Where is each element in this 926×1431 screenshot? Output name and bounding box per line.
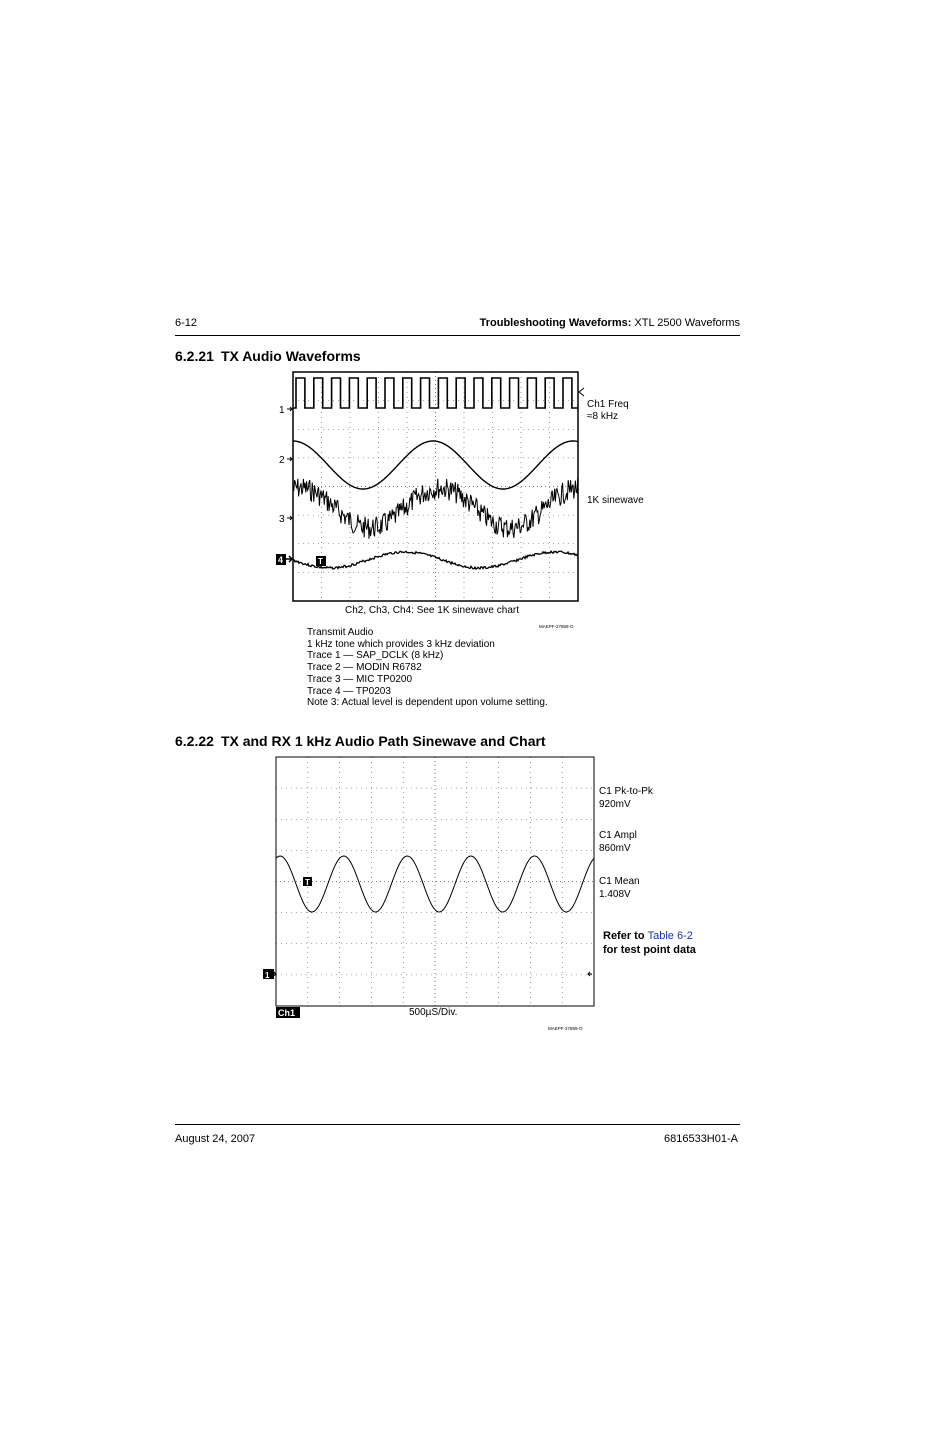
sinewave-trace [276, 856, 594, 912]
note-line: 1 kHz tone which provides 3 kHz deviation [307, 638, 495, 650]
refer-note [603, 929, 696, 957]
scope2-grid [276, 757, 594, 1006]
note-line: Trace 2 — MODIN R6782 [307, 662, 422, 674]
section-heading-6-2-21 [175, 348, 368, 364]
c1-pk-to-pk-value: 920mV [599, 799, 631, 810]
channel-marker-2: 2 [279, 455, 285, 466]
audio-path-scope-figure [258, 754, 603, 1022]
footer-doc-number: 6816533H01-A [663, 1133, 738, 1145]
timebase-label: 500µS/Div. [409, 1007, 458, 1018]
note-line: Transmit Audio [307, 627, 374, 638]
channel-3-arrow-icon [287, 516, 292, 520]
footer-date: August 24, 2007 [175, 1133, 256, 1145]
channel-marker-3: 3 [279, 514, 285, 525]
channel-4-arrow-icon [286, 556, 292, 562]
refer-prefix: Refer to [603, 930, 648, 942]
figure1-caption: Ch2, Ch3, Ch4: See 1K sinewave chart [345, 605, 519, 616]
note-line: Trace 1 — SAP_DCLK (8 kHz) [307, 650, 444, 662]
c1-ampl-value: 860mV [599, 843, 631, 854]
figure2-id: MAEPF-27869-O [548, 1026, 583, 1031]
channel-1-arrow-icon [287, 407, 292, 411]
ch1-label: Ch1 [278, 1008, 296, 1018]
figure1-notes [307, 627, 548, 709]
c1-mean-label: C1 Mean [599, 876, 640, 887]
refer-suffix: for test point data [603, 944, 696, 956]
right-edge-marker-icon [588, 972, 592, 976]
section-number: 6.2.21 [175, 348, 214, 364]
channel-marker-1: 1 [265, 971, 270, 980]
section-title: TX Audio Waveforms [220, 348, 361, 364]
ch1-freq-label: Ch1 Freq [587, 399, 629, 410]
c1-ampl-label: C1 Ampl [599, 830, 637, 841]
ch1-freq-value: ≈8 kHz [587, 411, 619, 422]
running-header [480, 317, 740, 329]
right-edge-marker-icon [579, 388, 584, 396]
table-6-2-link[interactable]: Table 6-2 [647, 930, 693, 942]
channel-marker-1: 1 [279, 405, 285, 416]
section-heading-6-2-22 [175, 733, 553, 749]
footer-rule [175, 1124, 740, 1125]
running-header-rest: XTL 2500 Waveforms [631, 317, 740, 329]
channel-2-arrow-icon [287, 457, 292, 461]
sinewave-label: 1K sinewave [587, 495, 644, 506]
note-line: Note 3: Actual level is dependent upon volume setting. [307, 697, 548, 709]
note-line: Trace 4 — TP0203 [307, 685, 391, 697]
page-number: 6-12 [175, 317, 198, 329]
section-title: TX and RX 1 kHz Audio Path Sinewave and Chart [220, 733, 546, 749]
trigger-marker: T [305, 878, 310, 887]
running-header-bold: Troubleshooting Waveforms: [479, 317, 632, 329]
c1-pk-to-pk-label: C1 Pk-to-Pk [599, 786, 653, 797]
note-line: Trace 3 — MIC TP0200 [307, 673, 413, 685]
c1-mean-value: 1.408V [599, 889, 631, 900]
figure1-id: MAEPF-27868-O [539, 624, 574, 629]
header-rule [175, 335, 740, 336]
channel-marker-4: 4 [278, 555, 284, 565]
trigger-marker: T [318, 557, 323, 566]
section-number: 6.2.22 [175, 733, 214, 749]
